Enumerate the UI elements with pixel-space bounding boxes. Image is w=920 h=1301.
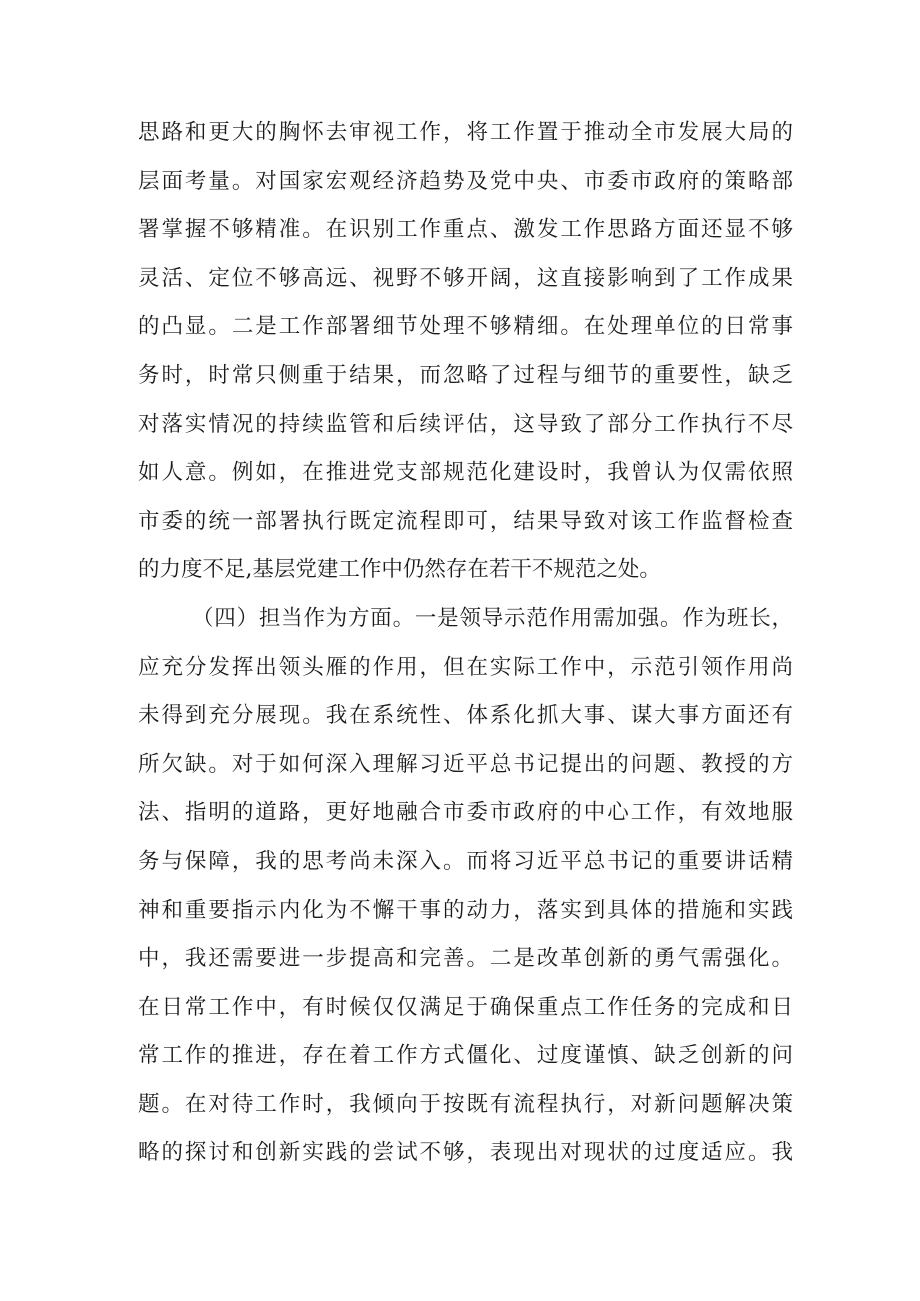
text-line: 在日常工作中，有时候仅仅满足于确保重点工作任务的完成和日 [138,994,793,1020]
text-line: 神和重要指示内化为不懈干事的动力，落实到具体的措施和实践 [138,897,793,923]
text-line: 未得到充分展现。我在系统性、体系化抓大事、谋大事方面还有 [138,703,793,729]
text-line: 对落实情况的持续监管和后续评估，这导致了部分工作执行不尽 [138,411,793,437]
text-line: 的凸显。二是工作部署细节处理不够精细。在处理单位的日常事 [138,314,793,340]
text-line: 如人意。例如，在推进党支部规范化建设时，我曾认为仅需依照 [138,460,793,486]
text-line: 常工作的推进，存在着工作方式僵化、过度谨慎、缺乏创新的问 [138,1043,793,1069]
section-heading-line: （四）担当作为方面。一是领导示范作用需加强。作为班长， [192,605,793,631]
text-line: 务时，时常只侧重于结果，而忽略了过程与细节的重要性，缺乏 [138,362,793,388]
text-line: 略的探讨和创新实践的尝试不够，表现出对现状的过度适应。我 [138,1140,793,1166]
text-line: 中，我还需要进一步提高和完善。二是改革创新的勇气需强化。 [138,946,793,972]
text-line: 市委的统一部署执行既定流程即可，结果导致对该工作监督检查 [138,508,793,534]
text-line: 灵活、定位不够高远、视野不够开阔，这直接影响到了工作成果 [138,265,793,291]
text-line: 所欠缺。对于如何深入理解习近平总书记提出的问题、教授的方 [138,751,793,777]
text-line: 署掌握不够精准。在识别工作重点、激发工作思路方面还显不够 [138,217,793,243]
text-line: 的力度不足,基层党建工作中仍然存在若干不规范之处。 [138,557,661,583]
text-line: 题。在对待工作时，我倾向于按既有流程执行，对新问题解决策 [138,1091,793,1117]
text-line: 思路和更大的胸怀去审视工作，将工作置于推动全市发展大局的 [138,120,793,145]
body-text [138,109,793,1178]
text-line: 务与保障，我的思考尚未深入。而将习近平总书记的重要讲话精 [138,848,793,874]
text-line: 应充分发挥出领头雁的作用，但在实际工作中，示范引领作用尚 [138,654,793,680]
text-line: 法、指明的道路，更好地融合市委市政府的中心工作，有效地服 [138,800,793,826]
text-line: 层面考量。对国家宏观经济趋势及党中央、市委市政府的策略部 [138,168,793,194]
